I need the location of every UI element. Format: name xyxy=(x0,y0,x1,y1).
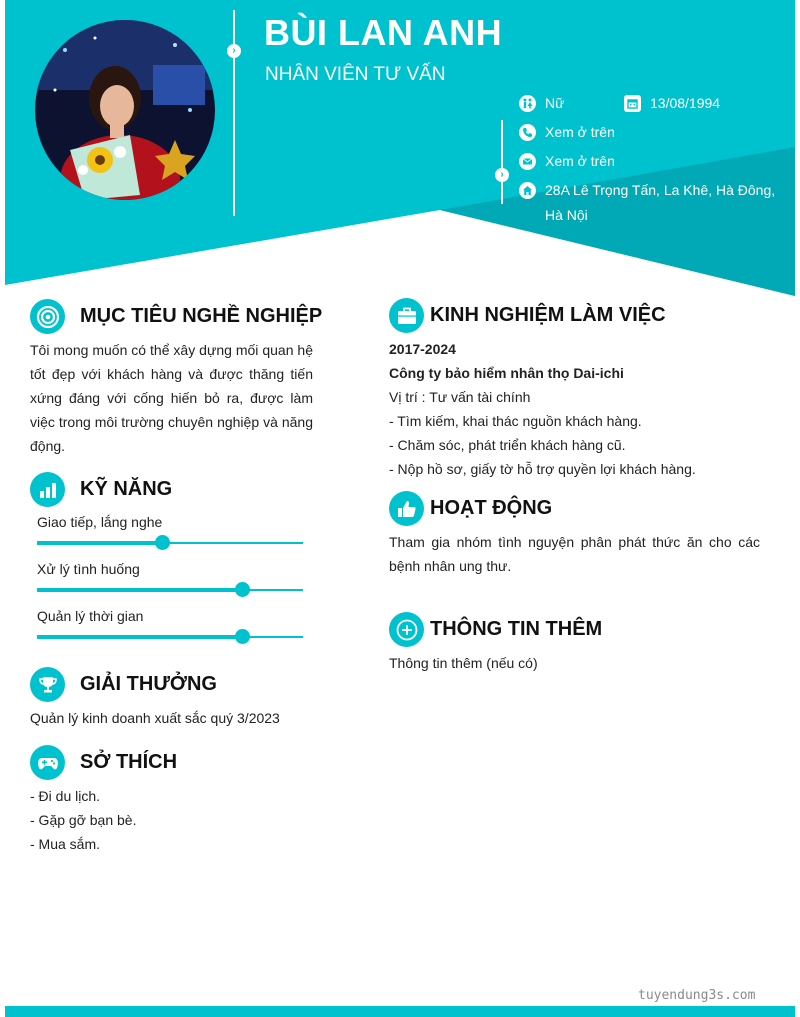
section-extra xyxy=(389,612,602,647)
hobbies-list xyxy=(30,784,330,856)
avatar xyxy=(35,20,215,200)
chevron-right-icon: › xyxy=(495,168,509,182)
dob-value: 13/08/1994 xyxy=(650,95,721,111)
career-goal-text: Tôi mong muốn có thể xây dựng mối quan hệ tốt đẹp với khách hàng và được thăng tiến xứng đáng với cống hiến bỏ ra, được làm việc trong môi trường chuyên nghiệp và năng động. xyxy=(30,342,313,454)
awards-text: Quản lý kinh doanh xuất sắc quý 3/2023 xyxy=(30,710,280,726)
skill-label: Xử lý tình huống xyxy=(37,561,140,577)
full-name: BÙI LAN ANH xyxy=(264,12,503,53)
experience-position: Vị trí : Tư vấn tài chính xyxy=(389,389,531,405)
chevron-right-icon: › xyxy=(227,44,241,58)
gender-value: Nữ xyxy=(545,95,565,111)
skill-bar xyxy=(37,636,303,638)
list-item: - Gặp gỡ bạn bè. xyxy=(30,812,137,828)
footer-bar xyxy=(5,1006,795,1017)
section-awards xyxy=(30,667,217,702)
skill-bar-fill xyxy=(37,635,242,639)
section-title: KỸ NĂNG xyxy=(80,478,173,500)
gamepad-icon xyxy=(30,745,65,780)
section-skills xyxy=(30,472,172,507)
email-value: Xem ở trên xyxy=(545,153,615,169)
skill-bar xyxy=(37,542,303,544)
bar-chart-icon xyxy=(30,472,65,507)
list-item: - Nộp hồ sơ, giấy tờ hỗ trợ quyền lợi khách hàng. xyxy=(389,461,696,477)
home-icon xyxy=(519,182,536,199)
extra-text: Thông tin thêm (nếu có) xyxy=(389,655,538,671)
dob-row xyxy=(624,91,720,116)
thumbs-up-icon xyxy=(389,491,424,526)
watermark: tuyendung3s.com xyxy=(638,988,756,1003)
section-title: SỞ THÍCH xyxy=(80,751,178,773)
gender-row xyxy=(519,91,564,116)
list-item: - Chăm sóc, phát triển khách hàng cũ. xyxy=(389,437,626,453)
gender-icon xyxy=(519,95,536,112)
section-title: THÔNG TIN THÊM xyxy=(430,618,603,640)
skill-label: Quản lý thời gian xyxy=(37,608,144,624)
email-icon xyxy=(519,153,536,170)
section-title: GIẢI THƯỞNG xyxy=(80,673,217,695)
section-title: HOẠT ĐỘNG xyxy=(430,497,553,519)
contact-divider xyxy=(501,120,503,204)
section-experience xyxy=(389,298,666,333)
section-career-goal xyxy=(30,299,322,334)
list-item: - Mua sắm. xyxy=(30,836,101,852)
list-item: - Tìm kiếm, khai thác nguồn khách hàng. xyxy=(389,413,642,429)
section-title: MỤC TIÊU NGHỀ NGHIỆP xyxy=(80,305,323,327)
activities-text: Tham gia nhóm tình nguyện phân phát thức ăn cho các bệnh nhân ung thư. xyxy=(389,534,760,574)
skill-bar-fill xyxy=(37,541,162,545)
skill-label: Giao tiếp, lắng nghe xyxy=(37,514,163,530)
skill-bar-fill xyxy=(37,588,242,592)
phone-icon xyxy=(519,124,536,141)
job-title: NHÂN VIÊN TƯ VẤN xyxy=(265,64,446,85)
section-activities xyxy=(389,491,552,526)
address-value: 28A Lê Trọng Tấn, La Khê, Hà Đông, Hà Nội xyxy=(545,182,776,223)
phone-value: Xem ở trên xyxy=(545,124,615,140)
skill-level-knob xyxy=(235,582,250,597)
list-item: - Đi du lịch. xyxy=(30,788,101,804)
header-divider xyxy=(233,10,235,216)
calendar-icon xyxy=(624,95,641,112)
plus-circle-icon xyxy=(389,612,424,647)
trophy-icon xyxy=(30,667,65,702)
experience-company: Công ty bảo hiểm nhân thọ Dai-ichi xyxy=(389,365,624,381)
experience-period: 2017-2024 xyxy=(389,341,456,357)
section-hobbies xyxy=(30,745,177,780)
address-row xyxy=(519,178,779,228)
section-title: KINH NGHIỆM LÀM VIỆC xyxy=(430,304,666,326)
skill-level-knob xyxy=(235,629,250,644)
skill-bar xyxy=(37,589,303,591)
phone-row xyxy=(519,120,615,145)
briefcase-icon xyxy=(389,298,424,333)
email-row xyxy=(519,149,615,174)
target-icon xyxy=(30,299,65,334)
experience-block xyxy=(389,337,769,481)
skill-level-knob xyxy=(155,535,170,550)
